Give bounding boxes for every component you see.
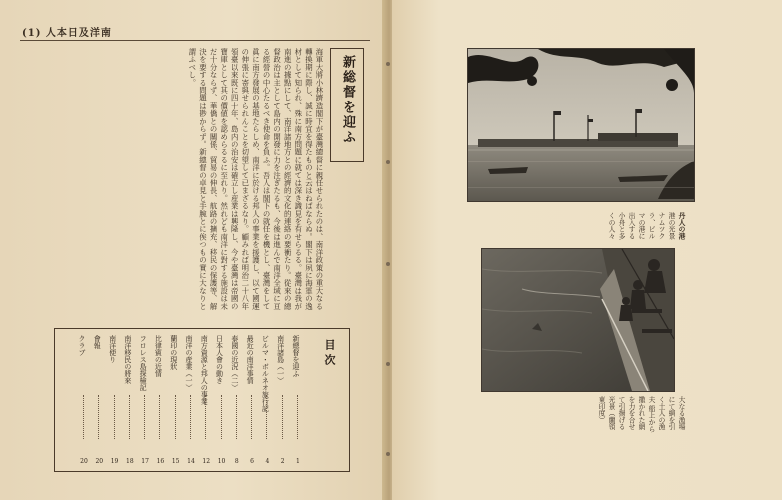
harbor-caption-text: 港の光景 ナムツクラ、ビルマの港に出入する小舟と多くの人々 xyxy=(607,212,675,240)
running-head: (1) 人本日及洋南 xyxy=(22,28,112,39)
article-body: 海軍大將小林躋造閣下が臺灣總督に親任せられたのは、南洋政策の重大なる轉換期に際し、誠に時宜を得たものと云はねばならぬ。閣下は夙に海軍の逸材として知られ、殊に南方問題に就ては深き識見を有せらるる。臺灣は我が南進の據點にして、南洋諸地方との經濟的文化的連絡の要衝たり。從來の總督政治は主として島内の開發に力を注ぎたるも、今後は進んで南洋全域に亘る經營の中心たるべき使命を負ふ。吾人は閣下の就任を機とし、臺灣をして眞に南方發展の基地たらしめ、南洋に於ける邦人の事業を援護し、以て國運の伸張に寄與せられんことを切望して已まざるなり。顧みれば明治二十八年領臺以來既に四十年、島内の治安は確立し産業は興隆し、今や臺灣は帝國の寶庫として其の價値を認めらるるに至れり。然れども南洋に對する施設は未だ十分ならず、華僑との關係、貿易の伸長、航路の擴充、移民の保護等、解決を要する問題は尠からず。新總督の卓見と手腕とに俟つもの實に大なりと謂ふべし。 xyxy=(187,48,324,310)
binding-stitch xyxy=(386,62,390,66)
toc-heading: 目 次 xyxy=(323,339,336,365)
article-title: 新総督を迎ふ xyxy=(340,55,355,145)
toc-item[interactable]: 南洋の産業（一） 14 xyxy=(184,335,195,465)
table-of-contents xyxy=(54,328,350,472)
toc-item[interactable]: 最近の南洋事情 6 xyxy=(246,335,255,465)
harbor-caption-title: 丹人の港 xyxy=(677,212,685,240)
toc-item[interactable]: 南洋移民の將來 18 xyxy=(123,335,134,465)
fishing-caption: 大なる漁場にて網を引く土人の漁夫 船上から撒かれた網を力を合せて引揚げる光景（蘭領東印度） xyxy=(597,396,685,433)
binding-stitch xyxy=(386,452,390,456)
fishing-photo-image xyxy=(482,249,674,391)
toc-item[interactable]: 南洋諸島（一） 2 xyxy=(276,335,285,465)
toc-item[interactable]: クラブ 20 xyxy=(78,335,88,465)
harbor-caption xyxy=(476,212,686,240)
toc-item[interactable]: 日本人會の動き 10 xyxy=(215,335,226,465)
binding-stitch xyxy=(386,262,390,266)
toc-item[interactable]: ビルマ・ボルネオ旅行記 4 xyxy=(261,335,270,465)
toc-item[interactable]: 南洋便り 19 xyxy=(108,335,119,465)
toc-item[interactable]: 南方資源と邦人の事業 12 xyxy=(200,335,211,465)
binding-stitch xyxy=(386,160,390,164)
toc-item[interactable]: 泰國の近況（二） 8 xyxy=(230,335,239,465)
toc-item[interactable]: 會報 20 xyxy=(93,335,104,465)
fishing-photo xyxy=(481,248,675,392)
toc-item[interactable]: 比律賓の近情 16 xyxy=(154,335,165,465)
harbor-photo xyxy=(467,48,695,202)
toc-item[interactable]: フロレス島探檢記 17 xyxy=(139,335,149,465)
toc-item[interactable]: 蘭印の現狀 15 xyxy=(169,335,180,465)
toc-item[interactable]: 新總督を迎ふ 1 xyxy=(291,335,300,465)
left-page xyxy=(0,0,388,500)
harbor-photo-image xyxy=(468,49,694,201)
toc-list xyxy=(77,335,305,465)
article-title-box xyxy=(330,48,364,162)
binding-stitch xyxy=(386,362,390,366)
header-rule xyxy=(20,40,370,41)
